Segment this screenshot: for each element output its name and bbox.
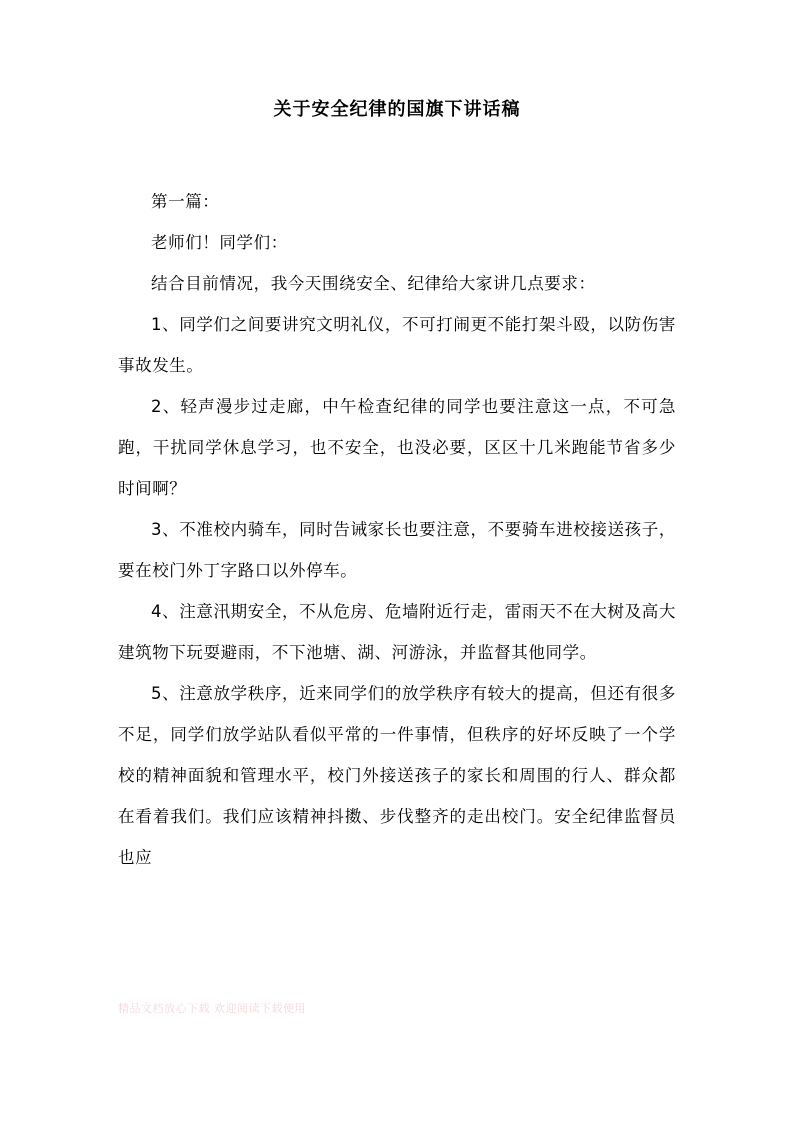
page-title: 关于安全纪律的国旗下讲话稿 (273, 99, 521, 120)
paragraph-2: 老师们！同学们： (151, 232, 288, 252)
paragraph-6: 3、不准校内骑车，同时告诫家长也要注意，不要骑车进校接送孩子，要在校门外丁字路口以外停车。 (118, 519, 676, 580)
paragraph-1: 第一篇： (151, 191, 220, 211)
document-body (118, 181, 676, 878)
paragraph-7: 4、注意汛期安全，不从危房、危墙附近行走，雷雨天不在大树及高大建筑物下玩耍避雨，不下池塘、湖、河游泳，并监督其他同学。 (118, 601, 676, 662)
paragraph-8: 5、注意放学秩序，近来同学们的放学秩序有较大的提高，但还有很多不足，同学们放学站队看似平常的一件事情，但秩序的好坏反映了一个学校的精神面貌和管理水平，校门外接送孩子的家长和周围的行人、群众都在看着我们。我们应该精神抖擞、步伐整齐的走出校门。安全纪律监督员也应 (118, 683, 676, 867)
paragraph-3: 结合目前情况，我今天围绕安全、纪律给大家讲几点要求： (151, 273, 596, 293)
paragraph-4: 1、同学们之间要讲究文明礼仪，不可打闹更不能打架斗殴，以防伤害事故发生。 (118, 314, 676, 375)
paragraph-5: 2、轻声漫步过走廊，中午检查纪律的同学也要注意这一点，不可急跑，干扰同学休息学习，也不安全，也没必要，区区十几米跑能节省多少时间啊？ (118, 396, 676, 498)
document-content (118, 0, 676, 878)
watermark-text: 精品文档放心下载 欢迎阅读下载使用 (118, 1002, 306, 1015)
